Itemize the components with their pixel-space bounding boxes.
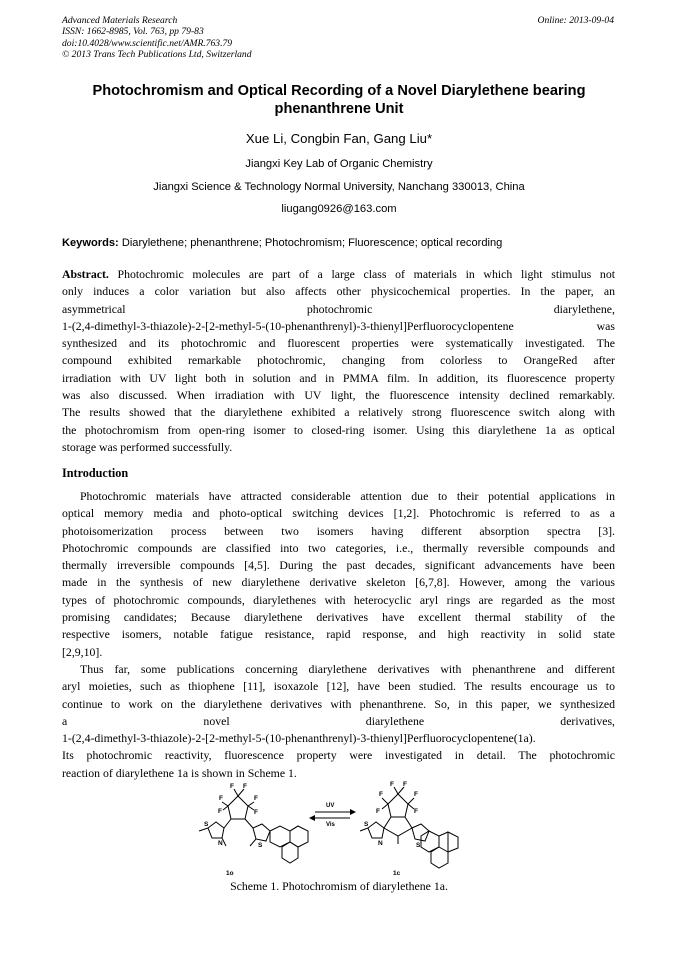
- abstract-line: 1-(2,4-dimethyl-3-thiazole)-2-[2-methyl-5-(10-phenanthrenyl)-3-thienyl]Perfluorocyclopentene was: [62, 318, 615, 333]
- vis-label: Vis: [326, 822, 335, 828]
- affiliation-university: Jiangxi Science & Technology Normal University, Nanchang 330013, China: [153, 181, 525, 193]
- reaction-arrows: [309, 803, 356, 828]
- intro-line: reaction of diarylethene 1a is shown in Scheme 1.: [62, 765, 297, 780]
- journal-name: Advanced Materials Research: [62, 15, 178, 26]
- abstract: [62, 266, 615, 456]
- atom-label: N: [378, 840, 383, 847]
- open-isomer-atoms: [204, 783, 263, 877]
- intro-line: made in the synthesis of new diarylethene derivative skeleton [6,7,8]. However, among the various: [62, 575, 615, 590]
- atom-label: F: [376, 808, 380, 815]
- intro-line: respective isomers, notable fatigue resistance, rapid response, and high reactivity in solid state: [62, 627, 615, 642]
- abstract-line: synthesized and its photochromic and fluorescent properties were systematically investigated. The: [62, 336, 615, 351]
- compound-label-1c: 1c: [393, 870, 401, 877]
- abstract-line: asymmetrical photochromic diarylethene,: [62, 301, 615, 316]
- intro-line: a novel diarylethene derivatives,: [62, 713, 615, 728]
- intro-line: 1-(2,4-dimethyl-3-thiazole)-2-[2-methyl-5-(10-phenanthrenyl)-3-thienyl]Perfluorocyclopentene(1a).: [62, 731, 536, 746]
- abstract-line: was also discussed. When irradiation with UV light, the fluorescence intensity declined remarkably.: [62, 388, 615, 403]
- atom-label: F: [243, 783, 247, 790]
- abstract-label: Abstract.: [62, 267, 109, 281]
- intro-line: Photochromic materials have attracted considerable attention due to their potential applications in: [80, 489, 615, 503]
- intro-line: aryl moieties, such as thiophene [11], isoxazole [12], have been studied. The results encourage us to: [62, 679, 615, 694]
- abstract-line-text: Photochromic molecules are part of a large class of materials in which light stimulus not: [108, 267, 615, 281]
- intro-line: types of photochromic compounds, diarylethenes with heterocyclic aryl rings are regarded as the most: [62, 592, 615, 607]
- introduction-heading: Introduction: [62, 466, 129, 480]
- atom-label: F: [219, 795, 223, 802]
- journal-header: [62, 15, 252, 60]
- intro-line: Thus far, some publications concerning diarylethene derivatives with phenanthrene and different: [80, 661, 615, 676]
- atom-label: F: [379, 791, 383, 798]
- atom-label: F: [414, 808, 418, 815]
- intro-line: continue to work on the diarylethene derivatives with phenanthrene. So, in this paper, we synthesized: [62, 696, 615, 711]
- abstract-line: only induces a color variation but also affects other physicochemical properties. In the paper, an: [62, 284, 615, 299]
- author-list: Xue Li, Congbin Fan, Gang Liu*: [245, 131, 433, 146]
- abstract-line: storage was performed successfully.: [62, 439, 233, 454]
- title-line-2: phenanthrene Unit: [274, 101, 404, 117]
- abstract-line: irradiation with UV light both in solution and in PMMA film. In addition, its fluorescence property: [62, 370, 615, 385]
- atom-label: S: [364, 821, 369, 828]
- atom-label: F: [390, 781, 394, 788]
- scheme-caption: Scheme 1. Photochromism of diarylethene 1a.: [230, 879, 448, 893]
- intro-line: optical memory media and photo-optical switching devices [1,2]. Photochromic is referred to as a: [62, 506, 615, 521]
- atom-label: F: [403, 781, 407, 788]
- abstract-line: compound exhibited remarkable photochromic, changing from colorless to OrangeRed after: [62, 353, 615, 368]
- abstract-line: [62, 266, 615, 283]
- atom-label: F: [230, 783, 234, 790]
- uv-label: UV: [326, 803, 335, 809]
- doi-line: doi:10.4028/www.scientific.net/AMR.763.79: [62, 37, 233, 49]
- atom-label: S: [204, 821, 209, 828]
- closed-isomer-structure: [360, 787, 458, 868]
- keywords: [62, 236, 616, 250]
- compound-label-1o: 1o: [226, 870, 234, 877]
- intro-line: [2,9,10].: [62, 644, 103, 659]
- atom-label: S: [416, 842, 421, 849]
- issn-line: ISSN: 1662-8985, Vol. 763, pp 79-83: [62, 26, 204, 38]
- atom-label: N: [218, 840, 223, 847]
- affiliation-lab: Jiangxi Key Lab of Organic Chemistry: [245, 158, 433, 170]
- online-date: Online: 2013-09-04: [537, 15, 614, 26]
- atom-label: F: [218, 808, 222, 815]
- atom-label: S: [258, 842, 263, 849]
- copyright-line: © 2013 Trans Tech Publications Ltd, Switzerland: [62, 48, 252, 60]
- atom-label: F: [414, 791, 418, 798]
- intro-line: Its photochromic reactivity, fluorescence property were investigated in detail. The photochromic: [62, 748, 615, 763]
- author-email: liugang0926@163.com: [281, 203, 397, 215]
- scheme-1-structures: [190, 776, 490, 879]
- abstract-line: The results showed that the diarylethene exhibited a relatively strong fluorescence switch along with: [62, 405, 615, 420]
- intro-line: promising candidates; Because diarylethene derivatives have excellent thermal stability of the: [62, 610, 615, 625]
- atom-label: F: [254, 809, 258, 816]
- paper-title: [62, 82, 616, 118]
- intro-line: thermally irreversible compounds [4,5]. During the past decades, significant advancements have been: [62, 558, 615, 573]
- title-line-1: Photochromism and Optical Recording of a Novel Diarylethene bearing: [92, 83, 586, 99]
- atom-label: F: [254, 795, 258, 802]
- introduction-body: [62, 488, 615, 782]
- keywords-label: Keywords:: [62, 237, 119, 249]
- intro-line: photoisomerization process between two isomers having different absorption spectra [3].: [62, 523, 615, 538]
- keywords-text: Diarylethene; phenanthrene; Photochromism; Fluorescence; optical recording: [121, 237, 503, 249]
- intro-line: Photochromic compounds are classified into two categories, i.e., thermally reversible compounds and: [62, 540, 615, 555]
- abstract-line: the photochromism from open-ring isomer to closed-ring isomer. Using this diarylethene 1a as optical: [62, 422, 615, 437]
